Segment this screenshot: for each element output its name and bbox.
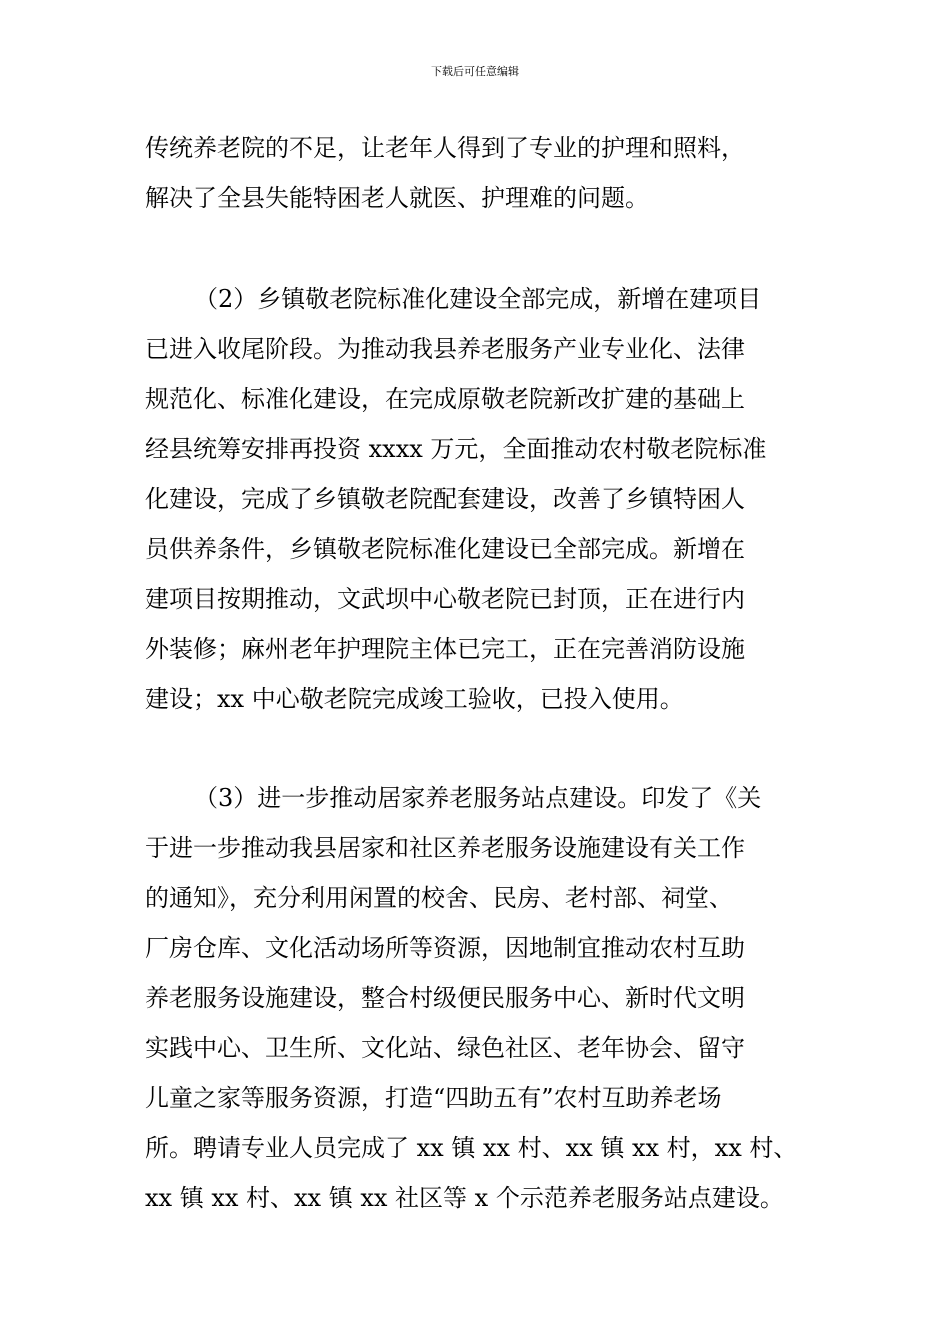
paragraph-2-line-9: 建设；xx 中心敬老院完成竣工验收，已投入使用。 (145, 685, 684, 713)
page-header: 下载后可任意编辑 (431, 65, 519, 78)
paragraph-2-line-4: 经县统筹安排再投资 xxxx 万元，全面推动农村敬老院标准 (145, 435, 767, 463)
paragraph-1-line-2: 解决了全县失能特困老人就医、护理难的问题。 (145, 184, 649, 212)
paragraph-1-line-1: 传统养老院的不足，让老年人得到了专业的护理和照料， (145, 134, 745, 162)
paragraph-3-line-5: 养老服务设施建设，整合村级便民服务中心、新时代文明 (145, 984, 745, 1012)
paragraph-3-line-6: 实践中心、卫生所、文化站、绿色社区、老年协会、留守 (145, 1034, 745, 1062)
paragraph-3-line-4: 厂房仓库、文化活动场所等资源，因地制宜推动农村互助 (145, 934, 745, 962)
paragraph-2-line-8: 外装修；麻州老年护理院主体已完工，正在完善消防设施 (145, 635, 745, 663)
paragraph-3-line-2: 于进一步推动我县居家和社区养老服务设施建设有关工作 (145, 834, 745, 862)
paragraph-2-line-1: （2）乡镇敬老院标准化建设全部完成，新增在建项目 (194, 285, 762, 313)
paragraph-2-line-6: 员供养条件，乡镇敬老院标准化建设已全部完成。新增在 (145, 535, 745, 563)
paragraph-3-line-8: 所。聘请专业人员完成了 xx 镇 xx 村、xx 镇 xx 村，xx 村、 (145, 1134, 798, 1162)
paragraph-3-line-7: 儿童之家等服务资源，打造“四助五有”农村互助养老场 (145, 1084, 722, 1112)
paragraph-2-line-3: 规范化、标准化建设，在完成原敬老院新改扩建的基础上 (145, 385, 745, 413)
paragraph-2-line-5: 化建设，完成了乡镇敬老院配套建设，改善了乡镇特困人 (145, 485, 745, 513)
paragraph-3-line-3: 的通知》，充分利用闲置的校舍、民房、老村部、祠堂、 (145, 884, 733, 912)
paragraph-3-line-1: （3）进一步推动居家养老服务站点建设。印发了《关 (194, 784, 762, 812)
paragraph-3-line-9: xx 镇 xx 村、xx 镇 xx 社区等 x 个示范养老服务站点建设。 (145, 1184, 784, 1212)
paragraph-2-line-2: 已进入收尾阶段。为推动我县养老服务产业专业化、法律 (145, 335, 745, 363)
paragraph-2-line-7: 建项目按期推动，文武坝中心敬老院已封顶，正在进行内 (145, 585, 745, 613)
